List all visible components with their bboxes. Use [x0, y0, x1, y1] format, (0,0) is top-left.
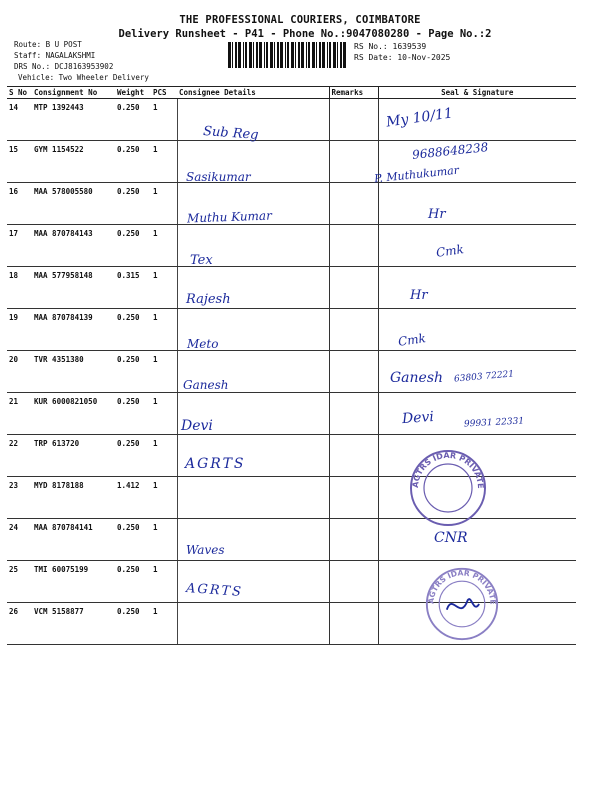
col-header-signature: Seal & Signature [378, 87, 576, 99]
row-sno: 19 [7, 309, 32, 351]
row-weight: 0.250 [115, 561, 151, 603]
row-signature [378, 309, 576, 351]
row-remarks [329, 603, 378, 645]
row-remarks [329, 351, 378, 393]
table-row [7, 603, 576, 645]
row-consignment: KUR 6000821050 [32, 393, 115, 435]
row-consignee [177, 183, 329, 225]
row-remarks [329, 435, 378, 477]
row-sno: 16 [7, 183, 32, 225]
drs-label: DRS No.: DCJ8163953902 [14, 62, 114, 71]
col-header-consignee: Consignee Details [177, 87, 329, 99]
row-signature [378, 225, 576, 267]
row-pcs: 1 [151, 99, 177, 141]
handwritten-phone: 99931 22331 [463, 416, 525, 430]
table-row [7, 393, 576, 435]
vehicle-label: Vehicle: Two Wheeler Delivery [18, 73, 149, 82]
row-consignee [177, 519, 329, 561]
stamp-text: AGTRS IDAR PRIVATE [410, 450, 486, 489]
handwritten-signature: Hr [428, 207, 446, 222]
table-row [7, 435, 576, 477]
handwritten-signature: Hr [410, 288, 428, 303]
row-weight: 0.250 [115, 393, 151, 435]
row-consignment: MAA 578005580 [32, 183, 115, 225]
row-pcs: 1 [151, 435, 177, 477]
row-consignment: VCM 5158877 [32, 603, 115, 645]
row-pcs: 1 [151, 519, 177, 561]
row-signature [378, 351, 576, 393]
table-header-row [7, 87, 576, 99]
row-consignee [177, 603, 329, 645]
row-pcs: 1 [151, 183, 177, 225]
handwritten-signature: Cmk [435, 242, 465, 260]
row-remarks [329, 309, 378, 351]
handwritten-consignee: Ganesh [183, 378, 229, 392]
row-signature [378, 99, 576, 141]
row-sno: 15 [7, 141, 32, 183]
row-consignment: MAA 870784141 [32, 519, 115, 561]
handwritten-consignee: Tex [190, 253, 213, 268]
row-signature [378, 267, 576, 309]
handwritten-consignee: AGRTS [185, 581, 244, 600]
row-remarks [329, 477, 378, 519]
row-signature [378, 477, 576, 519]
row-weight: 0.250 [115, 519, 151, 561]
row-weight: 0.250 [115, 351, 151, 393]
handwritten-consignee: Sasikumar [186, 170, 251, 184]
rs-date: RS Date: 10-Nov-2025 [354, 53, 451, 62]
table-row [7, 99, 576, 141]
handwritten-signature: Cmk [397, 331, 427, 349]
row-remarks [329, 183, 378, 225]
col-header-weight: Weight [115, 87, 151, 99]
row-consignment: MTP 1392443 [32, 99, 115, 141]
row-consignment: TMI 60075199 [32, 561, 115, 603]
row-pcs: 1 [151, 309, 177, 351]
col-header-remarks: Remarks [329, 87, 378, 99]
table-row [7, 477, 576, 519]
row-pcs: 1 [151, 603, 177, 645]
staff-label: Staff: NAGALAKSHMI [14, 51, 96, 60]
handwritten-consignee: Meto [187, 337, 219, 351]
table-row [7, 519, 576, 561]
row-weight: 0.250 [115, 309, 151, 351]
row-pcs: 1 [151, 351, 177, 393]
row-pcs: 1 [151, 561, 177, 603]
table-row [7, 267, 576, 309]
row-sno: 20 [7, 351, 32, 393]
row-weight: 0.250 [115, 141, 151, 183]
row-weight: 0.250 [115, 225, 151, 267]
row-remarks [329, 393, 378, 435]
handwritten-signature: P. Muthukumar [373, 163, 460, 186]
row-pcs: 1 [151, 141, 177, 183]
row-consignee [177, 561, 329, 603]
company-title: THE PROFESSIONAL COURIERS, COIMBATORE [179, 14, 421, 26]
row-signature [378, 393, 576, 435]
runsheet-table [7, 86, 576, 645]
row-consignee [177, 225, 329, 267]
row-consignment: TRP 613720 [32, 435, 115, 477]
row-signature [378, 141, 576, 183]
row-pcs: 1 [151, 477, 177, 519]
row-weight: 0.250 [115, 183, 151, 225]
handwritten-signature: My 10/11 [385, 105, 454, 131]
row-signature [378, 435, 576, 477]
col-header-sno: S No [7, 87, 32, 99]
row-remarks [329, 519, 378, 561]
handwritten-consignee: Sub Reg [202, 124, 260, 143]
row-remarks [329, 141, 378, 183]
row-consignee [177, 477, 329, 519]
row-consignee [177, 267, 329, 309]
rs-number: RS No.: 1639539 [354, 42, 427, 51]
row-sno: 17 [7, 225, 32, 267]
row-signature [378, 561, 576, 603]
handwritten-consignee: Waves [186, 543, 225, 557]
row-signature [378, 183, 576, 225]
stamp-text: AGTRS IDAR PRIVATE [426, 568, 498, 605]
handwritten-phone: 63803 72221 [453, 369, 515, 385]
row-signature [378, 519, 576, 561]
row-consignee [177, 435, 329, 477]
row-weight: 1.412 [115, 477, 151, 519]
row-sno: 21 [7, 393, 32, 435]
handwritten-signature: Devi [401, 408, 435, 428]
row-remarks [329, 561, 378, 603]
row-pcs: 1 [151, 225, 177, 267]
row-consignee [177, 393, 329, 435]
row-sno: 24 [7, 519, 32, 561]
barcode [228, 42, 350, 68]
row-consignee [177, 351, 329, 393]
row-consignment: MAA 870784143 [32, 225, 115, 267]
row-weight: 0.250 [115, 435, 151, 477]
row-sno: 14 [7, 99, 32, 141]
row-weight: 0.250 [115, 603, 151, 645]
route-label: Route: B U POST [14, 40, 82, 49]
row-pcs: 1 [151, 267, 177, 309]
col-header-pcs: PCS [151, 87, 177, 99]
row-sno: 26 [7, 603, 32, 645]
handwritten-consignee: Rajesh [186, 292, 231, 307]
handwritten-signature: CNR [434, 530, 468, 546]
row-sno: 25 [7, 561, 32, 603]
table-row [7, 351, 576, 393]
row-remarks [329, 225, 378, 267]
row-signature [378, 603, 576, 645]
row-consignment: MYD 8178188 [32, 477, 115, 519]
table-row [7, 141, 576, 183]
row-consignment: MAA 577958148 [32, 267, 115, 309]
row-consignee [177, 99, 329, 141]
handwritten-consignee: AGRTS [185, 456, 246, 472]
row-remarks [329, 99, 378, 141]
handwritten-consignee: Devi [181, 418, 213, 434]
row-consignment: MAA 870784139 [32, 309, 115, 351]
row-remarks [329, 267, 378, 309]
handwritten-phone: 9688648238 [411, 140, 489, 162]
handwritten-signature: Ganesh [390, 370, 444, 386]
table-row [7, 561, 576, 603]
handwritten-consignee: Muthu Kumar [186, 208, 273, 226]
row-consignee [177, 309, 329, 351]
row-weight: 0.315 [115, 267, 151, 309]
row-sno: 22 [7, 435, 32, 477]
row-sno: 23 [7, 477, 32, 519]
row-consignment: GYM 1154522 [32, 141, 115, 183]
table-row [7, 225, 576, 267]
table-row [7, 309, 576, 351]
row-pcs: 1 [151, 393, 177, 435]
col-header-consignment: Consignment No [32, 87, 115, 99]
table-row [7, 183, 576, 225]
row-sno: 18 [7, 267, 32, 309]
runsheet-subtitle: Delivery Runsheet - P41 - Phone No.:9047080280 - Page No.:2 [118, 28, 492, 40]
row-consignee [177, 141, 329, 183]
row-consignment: TVR 4351380 [32, 351, 115, 393]
row-weight: 0.250 [115, 99, 151, 141]
